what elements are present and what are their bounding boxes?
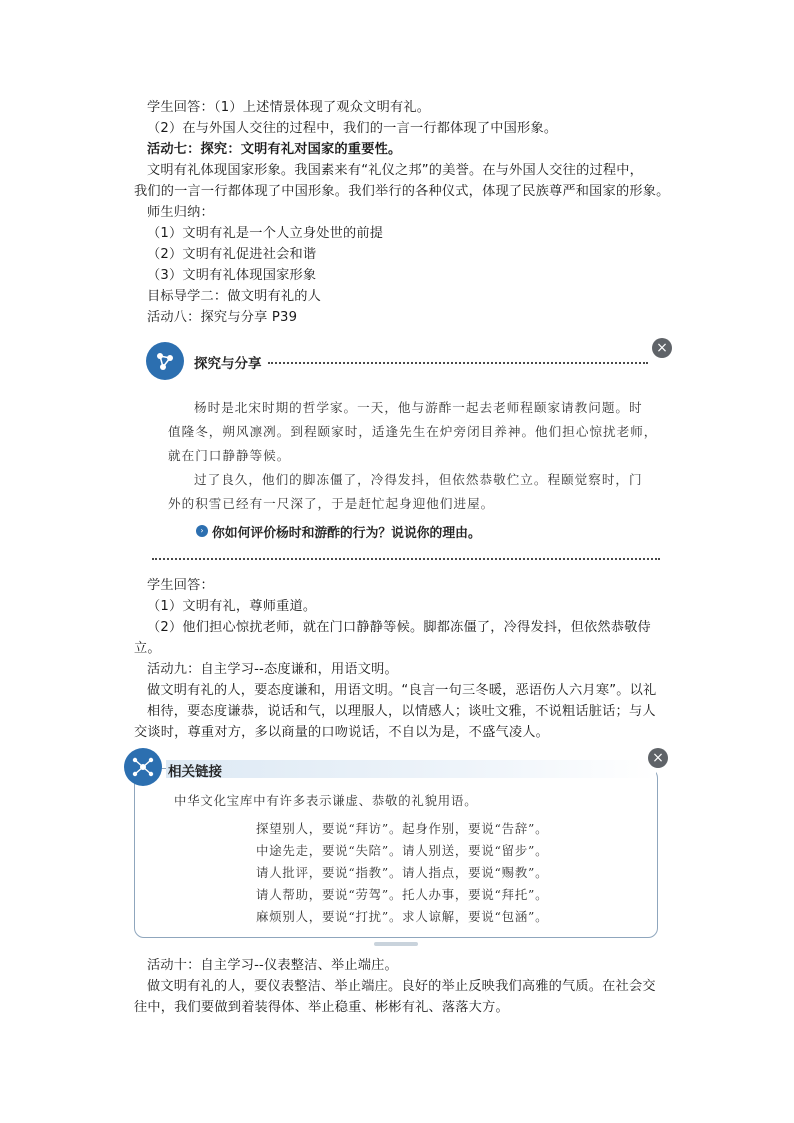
discussion-question: 你如何评价杨时和游酢的行为？说说你的理由。 xyxy=(212,526,481,541)
summary-item: （2）文明有礼促进社会和谐 xyxy=(147,247,317,262)
story-line: 过了良久，他们的脚冻僵了，冷得发抖，但依然恭敬伫立。程颐觉察时，门 xyxy=(194,472,643,487)
answer-item: （1）文明有礼，尊师重道。 xyxy=(147,599,317,614)
activity-heading: 活动十：自主学习--仪表整洁、举止端庄。 xyxy=(147,958,398,973)
phrase-row: 探望别人，要说“拜访”。起身作别，要说“告辞”。 xyxy=(256,821,549,836)
summary-label: 师生归纳： xyxy=(147,205,214,220)
activity-heading: 活动七：探究：文明有礼对国家的重要性。 xyxy=(147,142,402,157)
paragraph-line: 相待，要态度谦恭，说话和气，以理服人，以情感人；谈吐文雅，不说粗话脏话；与人 xyxy=(147,704,656,719)
story-line: 外的积雪已经有一尺深了，于是赶忙起身迎他们进屋。 xyxy=(168,496,495,511)
story-line: 就在门口静静等候。 xyxy=(168,448,291,463)
molecule-icon xyxy=(146,342,184,380)
student-answer-label: 学生回答：（1）上述情景体现了观众文明有礼。 xyxy=(147,100,431,115)
paragraph-line: 我们的一言一行都体现了中国形象。我们举行的各种仪式，体现了民族尊严和国家的形象。 xyxy=(134,184,670,199)
paragraph-line: 交谈时，尊重对方，多以商量的口吻说话，不自以为是，不盛气凌人。 xyxy=(134,725,550,740)
story-line: 值隆冬，朔风凛冽。到程颐家时，适逢先生在炉旁闭目养神。他们担心惊扰老师， xyxy=(168,424,658,439)
paragraph-line: 文明有礼体现国家形象。我国素来有“礼仪之邦”的美誉。在与外国人交往的过程中， xyxy=(147,163,644,178)
answer-item: （2）他们担心惊扰老师，就在门口静静等候。脚都冻僵了，冷得发抖，但依然恭敬侍 xyxy=(147,620,651,635)
explore-share-box xyxy=(146,338,666,564)
dotted-divider xyxy=(268,362,648,364)
paragraph-line: 做文明有礼的人，要态度谦和，用语文明。“良言一句三冬暖，恶语伤人六月寒”。以礼 xyxy=(147,683,657,698)
answer-item: 立。 xyxy=(134,641,161,656)
close-icon[interactable]: × xyxy=(648,748,668,768)
activity-heading: 活动九：自主学习--态度谦和，用语文明。 xyxy=(147,662,398,677)
phrase-row: 请人帮助，要说“劳驾”。托人办事，要说“拜托”。 xyxy=(256,887,549,902)
story-line: 杨时是北宋时期的哲学家。一天，他与游酢一起去老师程颐家请教问题。时 xyxy=(194,400,643,415)
dotted-divider xyxy=(152,558,660,560)
chevron-right-icon: › xyxy=(196,525,208,537)
student-answer-label: 学生回答： xyxy=(147,578,214,593)
related-links-box xyxy=(124,748,664,948)
phrase-row: 中途先走，要说“失陪”。请人别送，要说“留步”。 xyxy=(256,843,549,858)
phrase-row: 请人批评，要说“指教”。请人指点，要说“赐教”。 xyxy=(256,865,549,880)
explore-title: 探究与分享 xyxy=(194,356,262,372)
section-heading: 目标导学二：做文明有礼的人 xyxy=(147,289,322,304)
box-tab xyxy=(374,942,418,946)
summary-item: （3）文明有礼体现国家形象 xyxy=(147,268,317,283)
paragraph-line: 往中，我们要做到着装得体、举止稳重、彬彬有礼、落落大方。 xyxy=(134,1000,509,1015)
answer-item: （2）在与外国人交往的过程中，我们的一言一行都体现了中国形象。 xyxy=(147,121,558,136)
phrase-row: 麻烦别人，要说“打扰”。求人谅解，要说“包涵”。 xyxy=(256,909,549,924)
activity-heading: 活动八：探究与分享 P39 xyxy=(147,310,298,325)
links-title: 相关链接 xyxy=(168,764,222,780)
summary-item: （1）文明有礼是一个人立身处世的前提 xyxy=(147,226,384,241)
network-icon xyxy=(124,748,162,786)
paragraph-line: 做文明有礼的人，要仪表整洁、举止端庄。良好的举止反映我们高雅的气质。在社会交 xyxy=(147,979,656,994)
links-header-bar xyxy=(166,760,656,778)
close-icon[interactable]: × xyxy=(652,338,672,358)
links-intro: 中华文化宝库中有许多表示谦虚、恭敬的礼貌用语。 xyxy=(174,793,478,808)
